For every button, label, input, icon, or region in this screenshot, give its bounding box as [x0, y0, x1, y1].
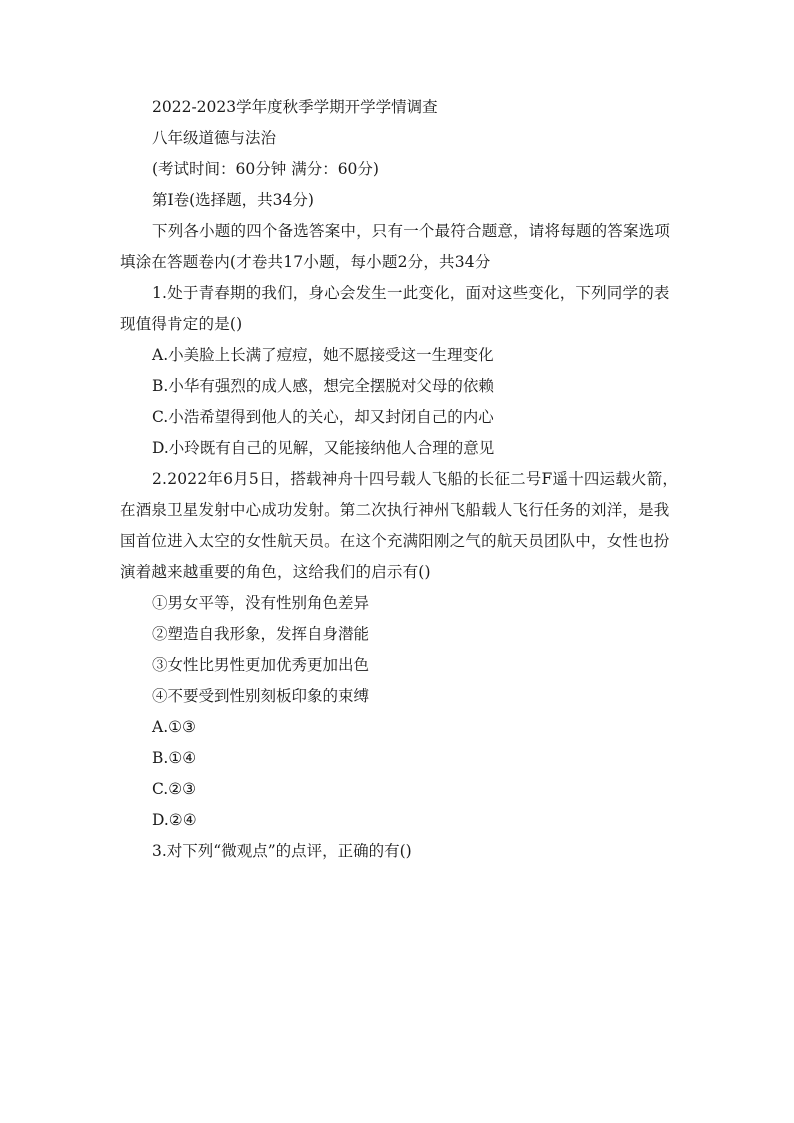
exam-info: (考试时间：60分钟 满分：60分) [152, 160, 379, 178]
question-2-statement-3: ③女性比男性更加优秀更加出色 [152, 656, 370, 674]
question-2-stem: 2.2022年6月5日，搭载神舟十四号载人飞船的长征二号F遥十四运载火箭，在酒泉卫星发射中心成功发射。第二次执行神州飞船载人飞行任务的刘洋，是我国首位进入太空的女性航天员。在这个充满阳刚之气的航天员团队中，女性也扮演着越来越重要的角色，这给我们的启示有() [120, 470, 679, 581]
question-2-option-c: C.②③ [152, 780, 197, 798]
question-1-stem: 1.处于青春期的我们，身心会发生一此变化，面对这些变化，下列同学的表现值得肯定的是() [120, 284, 670, 333]
question-1-option-a: A.小美脸上长满了痘痘，她不愿接受这一生理变化 [152, 346, 494, 364]
instructions: 下列各小题的四个备选答案中，只有一个最符合题意，请将每题的答案选项填涂在答题卷内(才卷共17小题，每小题2分，共34分 [120, 222, 671, 271]
question-2-statement-1: ①男女平等，没有性别角色差异 [152, 594, 370, 612]
document-page [120, 92, 680, 867]
exam-subject: 八年级道德与法治 [152, 129, 277, 147]
question-1-option-b: B.小华有强烈的成人感，想完全摆脱对父母的依赖 [152, 377, 494, 395]
question-2-statement-4: ④不要受到性别刻板印象的束缚 [152, 687, 370, 705]
question-2-option-b: B.①④ [152, 749, 197, 767]
question-1-option-c: C.小浩希望得到他人的关心，却又封闭自己的内心 [152, 408, 494, 426]
question-1-option-d: D.小玲既有自己的见解，又能接纳他人合理的意见 [152, 439, 495, 457]
question-2-option-d: D.②④ [152, 811, 197, 829]
section-title: 第Ⅰ卷(选择题，共34分) [152, 191, 314, 209]
question-2-statement-2: ②塑造自我形象，发挥自身潜能 [152, 625, 370, 643]
question-3-stem: 3.对下列“微观点”的点评，正确的有() [152, 842, 412, 860]
question-2-option-a: A.①③ [152, 718, 196, 736]
exam-title: 2022-2023学年度秋季学期开学学情调查 [152, 98, 438, 116]
